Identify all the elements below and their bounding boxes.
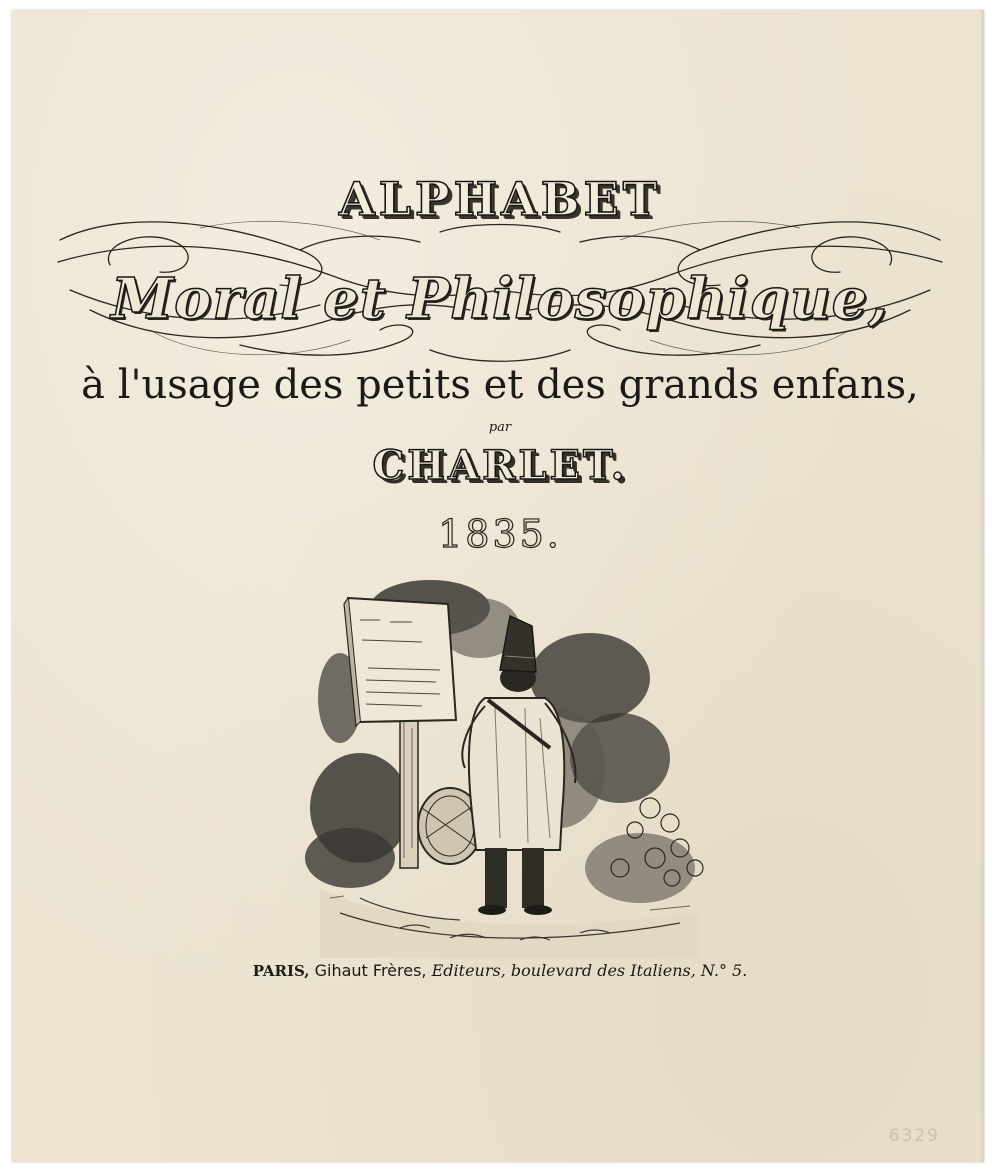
by-word: par	[488, 420, 512, 435]
imprint-city: PARIS,	[252, 962, 310, 980]
author-name: CHARLET.	[372, 442, 628, 489]
publication-year: 1835.	[438, 512, 562, 556]
title-alphabet: ALPHABET	[339, 172, 661, 226]
subtitle: à l'usage des petits et des grands enfans,	[81, 362, 919, 408]
pencil-inventory-mark: 6329	[888, 1126, 940, 1146]
imprint-publisher: Gihaut Frères,	[314, 961, 427, 980]
imprint-line	[0, 961, 1000, 980]
boy-with-drum-reading-sign-illustration	[300, 568, 720, 958]
imprint-details: Editeurs, boulevard des Italiens, N.° 5.	[431, 961, 748, 980]
title-moral-philosophique: Moral et Philosophique,	[111, 266, 889, 332]
